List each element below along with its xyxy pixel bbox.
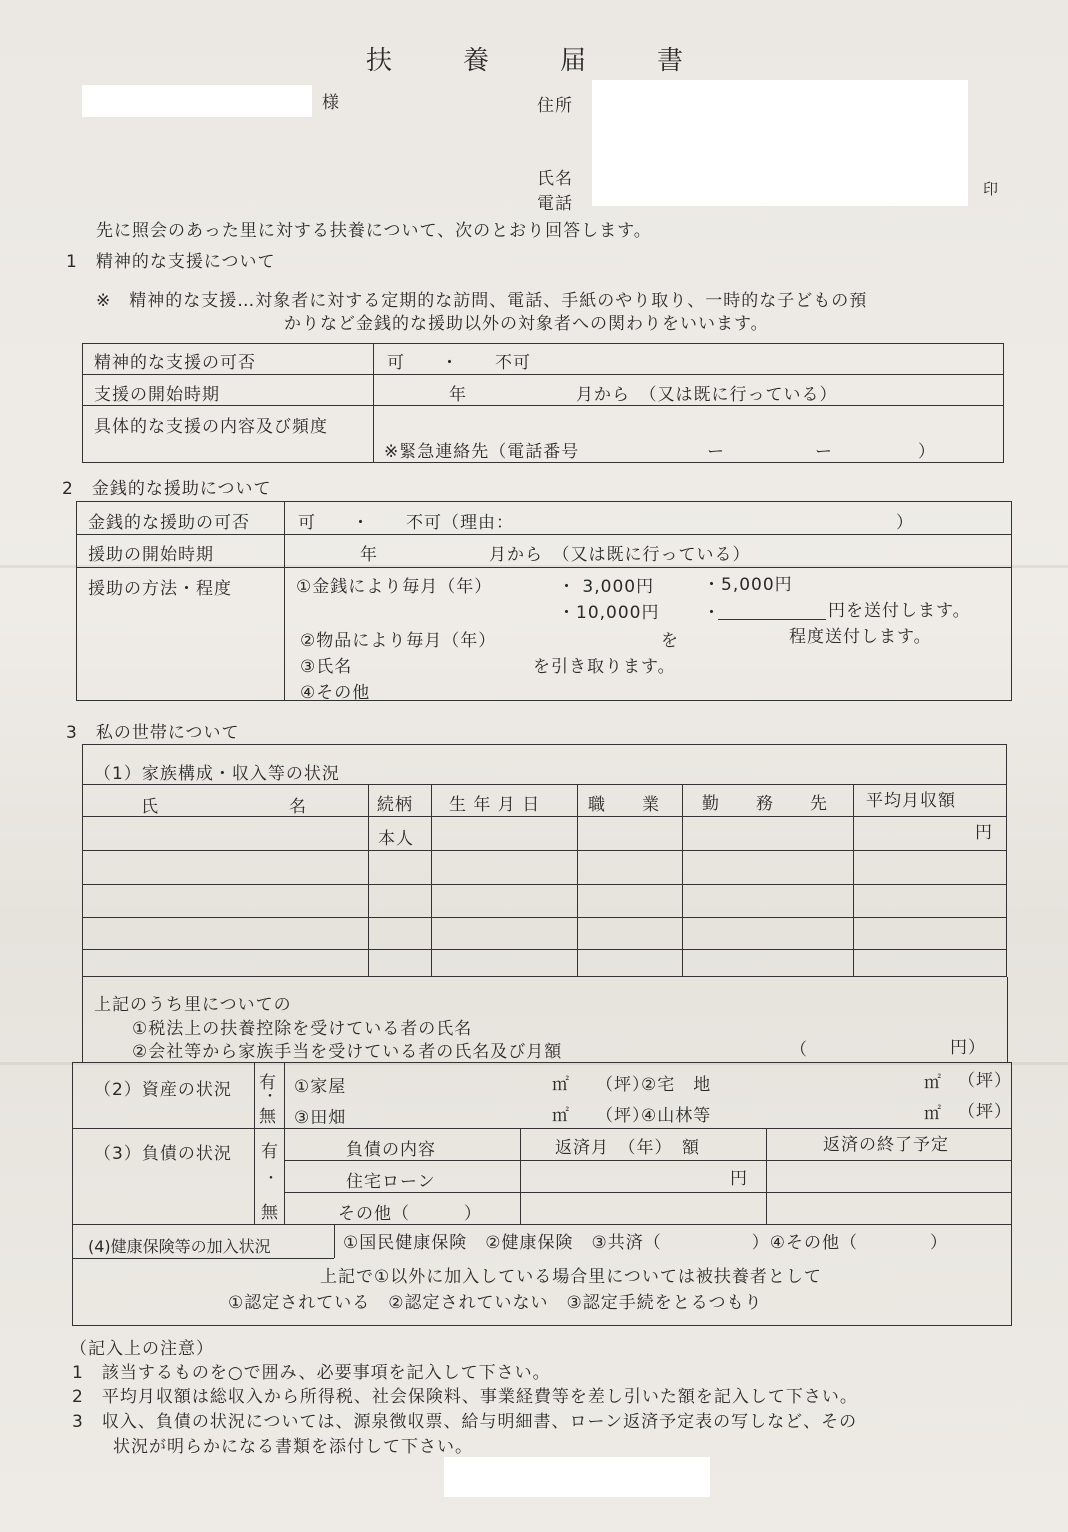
- seal-mark: 印: [983, 180, 1000, 198]
- insurance-note: 上記で①以外に加入している場合里については被扶養者として: [320, 1267, 822, 1287]
- kanyo-item: ①税法上の扶養控除を受けている者の氏名: [132, 1019, 473, 1039]
- method-3-tail: を引き取ります。: [533, 657, 676, 677]
- tsubo-unit: （坪）: [596, 1106, 650, 1126]
- dot: ・: [264, 1171, 279, 1187]
- m2-unit: ㎡: [924, 1104, 942, 1124]
- m2-unit: ㎡: [552, 1075, 570, 1095]
- col-header: 氏: [141, 797, 159, 817]
- insurance-note: ①認定されている ②認定されていない ③認定手続をとるつもり: [228, 1293, 763, 1313]
- row-value: 月から （又は既に行っている）: [576, 385, 838, 405]
- kanyo-item: ②会社等から家族手当を受けている者の氏名及び月額: [132, 1042, 563, 1062]
- row-value: 年: [449, 385, 467, 405]
- method-2-tail: 程度送付します。: [789, 627, 932, 647]
- asset-item: ②宅 地: [641, 1075, 712, 1095]
- debt-row-label: その他（ ）: [338, 1204, 482, 1224]
- row-label: 援助の方法・程度: [88, 579, 232, 599]
- title-char: 書: [657, 46, 684, 76]
- section3-heading: 3 私の世帯について: [66, 723, 240, 743]
- row-label: 金銭的な援助の可否: [88, 513, 250, 533]
- col-header: 続柄: [377, 795, 413, 815]
- method-option: ・: [703, 603, 721, 623]
- row-value: 可 ・ 不可: [387, 353, 531, 373]
- sama-label: 様: [322, 93, 340, 113]
- row-label: 援助の開始時期: [88, 545, 214, 565]
- method-option: ・ 3,000円: [558, 577, 655, 597]
- insurance-label: (4)健康保険等の加入状況: [88, 1237, 271, 1256]
- insurance-options: ①国民健康保険 ②健康保険 ③共済（ ）④その他（ ）: [343, 1233, 948, 1253]
- dash: ー: [815, 442, 833, 462]
- name-label: 氏名: [537, 169, 573, 189]
- redacted-recipient: [82, 85, 312, 117]
- tsubo-unit: （坪）: [958, 1102, 1012, 1122]
- yen-unit: 円）: [950, 1038, 986, 1058]
- section2-heading: 2 金銭的な援助について: [62, 479, 272, 499]
- method-option: ・5,000円: [703, 575, 793, 595]
- asset-item: ③田畑: [294, 1108, 347, 1128]
- section1-note-cont: かりなど金銭的な援助以外の対象者への関わりをいいます。: [284, 314, 769, 334]
- col-header: 名: [289, 797, 307, 817]
- assets-label: （2）資産の状況: [94, 1080, 232, 1100]
- row-label: 支援の開始時期: [94, 385, 220, 405]
- kanyo-heading: 上記のうち里についての: [94, 995, 292, 1015]
- dot: ・: [263, 1089, 278, 1105]
- address-label: 住所: [537, 96, 573, 116]
- method-2-wo: を: [661, 631, 679, 651]
- debt-row-label: 住宅ローン: [346, 1172, 436, 1192]
- title-char: 届: [560, 46, 587, 76]
- method-2: ②物品により毎月（年）: [300, 631, 497, 651]
- method-3: ③氏名: [300, 657, 353, 677]
- asset-item: ①家屋: [294, 1077, 347, 1097]
- redacted-footer: [444, 1457, 710, 1497]
- notes-heading: （記入上の注意）: [70, 1339, 214, 1359]
- title-char: 養: [463, 46, 490, 76]
- method-1: ①金銭により毎月（年）: [296, 577, 493, 597]
- ari-label: 有: [259, 1073, 277, 1093]
- dash: ー: [707, 442, 725, 462]
- note-item: 1 該当するものを○で囲み、必要事項を記入して下さい。: [72, 1363, 551, 1383]
- row-value: 月から （又は既に行っている）: [489, 545, 751, 565]
- note-item: 状況が明らかになる書類を添付して下さい。: [113, 1437, 473, 1457]
- debt-col-header: 返済の終了予定: [823, 1135, 949, 1155]
- household-subheading: （1）家族構成・収入等の状況: [94, 764, 340, 784]
- self-label: 本人: [378, 829, 414, 849]
- method-option: ・10,000円: [558, 603, 660, 623]
- phone-label: 電話: [537, 194, 573, 214]
- debt-label: （3）負債の状況: [94, 1144, 232, 1164]
- nashi-label: 無: [261, 1203, 279, 1223]
- redacted-address-name: [592, 80, 968, 206]
- debt-col-header: 負債の内容: [346, 1140, 436, 1160]
- tsubo-unit: （坪）: [596, 1075, 650, 1095]
- row-label: 具体的な支援の内容及び頻度: [94, 417, 328, 437]
- section1-heading: 1 精神的な支援について: [66, 252, 276, 272]
- title-char: 扶: [366, 46, 393, 76]
- asset-item: ④山林等: [641, 1106, 712, 1126]
- col-header: 平均月収額: [866, 791, 956, 811]
- section1-note: ※ 精神的な支援…対象者に対する定期的な訪問、電話、手紙のやり取り、一時的な子どもの預: [96, 291, 868, 311]
- paren: ）: [918, 442, 936, 462]
- yen-unit: 円: [730, 1169, 748, 1189]
- row-label: 精神的な支援の可否: [94, 353, 256, 373]
- tsubo-unit: （坪）: [958, 1071, 1012, 1091]
- note-item: 3 収入、負債の状況については、源泉徴収票、給与明細書、ローン返済予定表の写しなど、その: [72, 1412, 858, 1432]
- ari-label: 有: [261, 1142, 279, 1162]
- paren: ）: [896, 513, 914, 533]
- debt-col-header: 返済月 （年） 額: [555, 1138, 700, 1158]
- yen-unit: 円: [975, 823, 993, 843]
- emergency-contact: ※緊急連絡先（電話番号: [384, 442, 580, 462]
- method-tail: 円を送付します。: [828, 601, 971, 621]
- m2-unit: ㎡: [924, 1073, 942, 1093]
- nashi-label: 無: [259, 1107, 277, 1127]
- m2-unit: ㎡: [552, 1106, 570, 1126]
- row-value: 可 ・ 不可（理由：: [298, 513, 514, 533]
- col-header: 職 業: [588, 795, 660, 815]
- note-item: 2 平均月収額は総収入から所得税、社会保険料、事業経費等を差し引いた額を記入して下さい。: [72, 1387, 858, 1407]
- col-header: 勤 務 先: [702, 794, 828, 814]
- row-value: 年: [360, 545, 378, 565]
- method-4: ④その他: [300, 683, 371, 703]
- intro-text: 先に照会のあった里に対する扶養について、次のとおり回答します。: [96, 221, 652, 241]
- col-header: 生 年 月 日: [449, 795, 541, 815]
- paren: （: [790, 1040, 808, 1060]
